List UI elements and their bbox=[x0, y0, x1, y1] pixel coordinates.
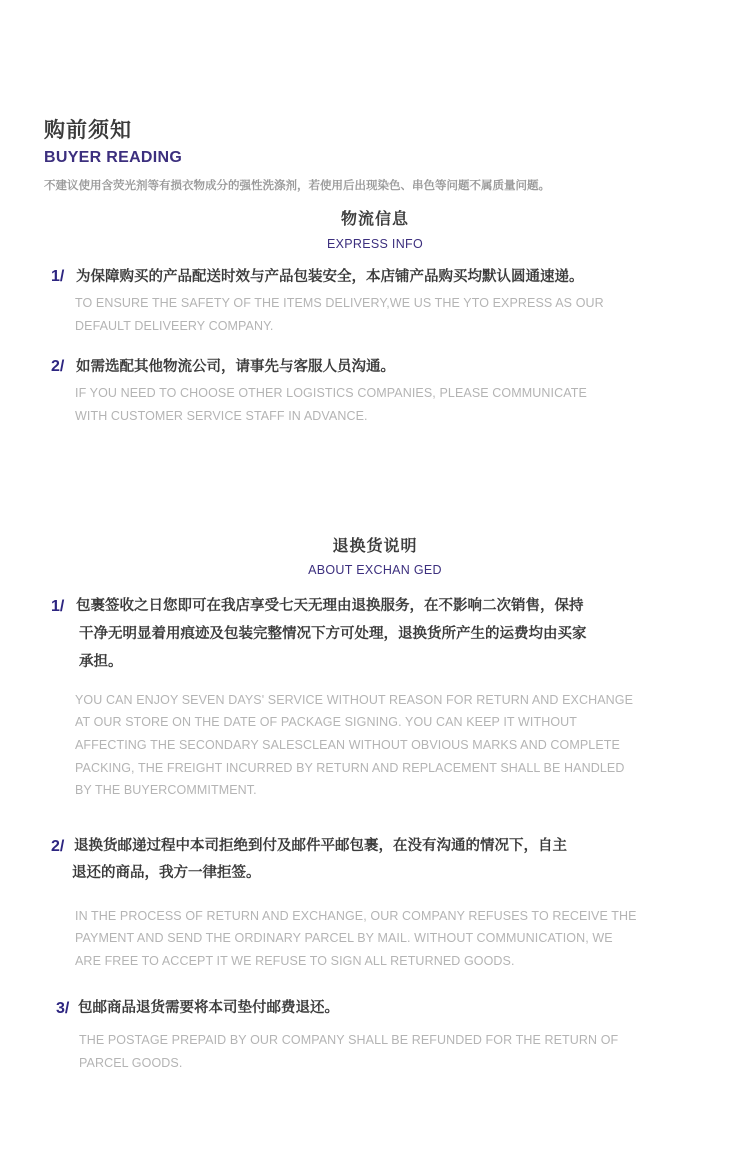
logistics-item-2-zh: 如需选配其他物流公司，请事先与客服人员沟通。 bbox=[76, 359, 395, 375]
logistics-item-2-number: 2/ bbox=[51, 358, 65, 375]
returns-item-2-en-line-2: PAYMENT AND SEND THE ORDINARY PARCEL BY MAIL. WITHOUT COMMUNICATION, WE bbox=[75, 931, 613, 945]
returns-item-1-number: 1/ bbox=[51, 598, 65, 615]
returns-item-2-zh-line-1: 退换货邮递过程中本司拒绝到付及邮件平邮包裹，在没有沟通的情况下，自主 bbox=[74, 838, 567, 854]
logistics-item-1-number: 1/ bbox=[51, 268, 65, 285]
logistics-item-1-en-line-1: TO ENSURE THE SAFETY OF THE ITEMS DELIVERY,WE US THE YTO EXPRESS AS OUR bbox=[75, 296, 604, 310]
returns-item-2-en-line-1: IN THE PROCESS OF RETURN AND EXCHANGE, OUR COMPANY REFUSES TO RECEIVE THE bbox=[75, 909, 637, 923]
returns-item-1-en-line-4: PACKING, THE FREIGHT INCURRED BY RETURN AND REPLACEMENT SHALL BE HANDLED bbox=[75, 761, 625, 775]
logistics-section-title: 物流信息 bbox=[340, 209, 409, 228]
returns-item-2-en-line-3: ARE FREE TO ACCEPT IT WE REFUSE TO SIGN ALL RETURNED GOODS. bbox=[75, 954, 515, 968]
returns-section-subtitle: ABOUT EXCHAN GED bbox=[308, 563, 442, 577]
returns-item-3-number: 3/ bbox=[56, 1000, 70, 1017]
returns-item-3-en-line-1: THE POSTAGE PREPAID BY OUR COMPANY SHALL BE REFUNDED FOR THE RETURN OF bbox=[79, 1033, 619, 1047]
returns-section-title: 退换货说明 bbox=[332, 536, 418, 555]
logistics-item-2-en-line-2: WITH CUSTOMER SERVICE STAFF IN ADVANCE. bbox=[75, 409, 368, 423]
washing-notice: 不建议使用含荧光剂等有损衣物成分的强性洗涤剂，若使用后出现染色、串色等问题不属质量问题。 bbox=[44, 178, 550, 192]
returns-item-1-en-line-2: AT OUR STORE ON THE DATE OF PACKAGE SIGNING. YOU CAN KEEP IT WITHOUT bbox=[75, 715, 578, 729]
returns-item-1-zh-line-2: 干净无明显着用痕迹及包装完整情况下方可处理，退换货所产生的运费均由买家 bbox=[79, 626, 587, 642]
logistics-item-2-en-line-1: IF YOU NEED TO CHOOSE OTHER LOGISTICS COMPANIES, PLEASE COMMUNICATE bbox=[75, 386, 587, 400]
returns-item-1-en-line-3: AFFECTING THE SECONDARY SALESCLEAN WITHOUT OBVIOUS MARKS AND COMPLETE bbox=[75, 738, 620, 752]
returns-item-1-zh-line-3: 承担。 bbox=[79, 654, 123, 670]
logistics-section-subtitle: EXPRESS INFO bbox=[327, 237, 423, 251]
returns-item-3-zh-line-1: 包邮商品退货需要将本司垫付邮费退还。 bbox=[78, 1000, 339, 1016]
returns-item-1-zh-line-1: 包裹签收之日您即可在我店享受七天无理由退换服务，在不影响二次销售，保持 bbox=[76, 598, 584, 614]
page-title: 购前须知 bbox=[44, 118, 132, 142]
logistics-item-1-zh: 为保障购买的产品配送时效与产品包装安全，本店铺产品购买均默认圆通速递。 bbox=[76, 269, 584, 285]
returns-item-2-zh-line-2: 退还的商品，我方一律拒签。 bbox=[72, 865, 261, 881]
returns-item-2-number: 2/ bbox=[51, 838, 65, 855]
logistics-item-1-en-line-2: DEFAULT DELIVEERY COMPANY. bbox=[75, 319, 274, 333]
returns-item-1-en-line-5: BY THE BUYERCOMMITMENT. bbox=[75, 783, 257, 797]
page-subtitle: BUYER READING bbox=[44, 149, 183, 166]
returns-item-1-en-line-1: YOU CAN ENJOY SEVEN DAYS' SERVICE WITHOUT REASON FOR RETURN AND EXCHANGE bbox=[75, 693, 634, 707]
returns-item-3-en-line-2: PARCEL GOODS. bbox=[79, 1056, 183, 1070]
